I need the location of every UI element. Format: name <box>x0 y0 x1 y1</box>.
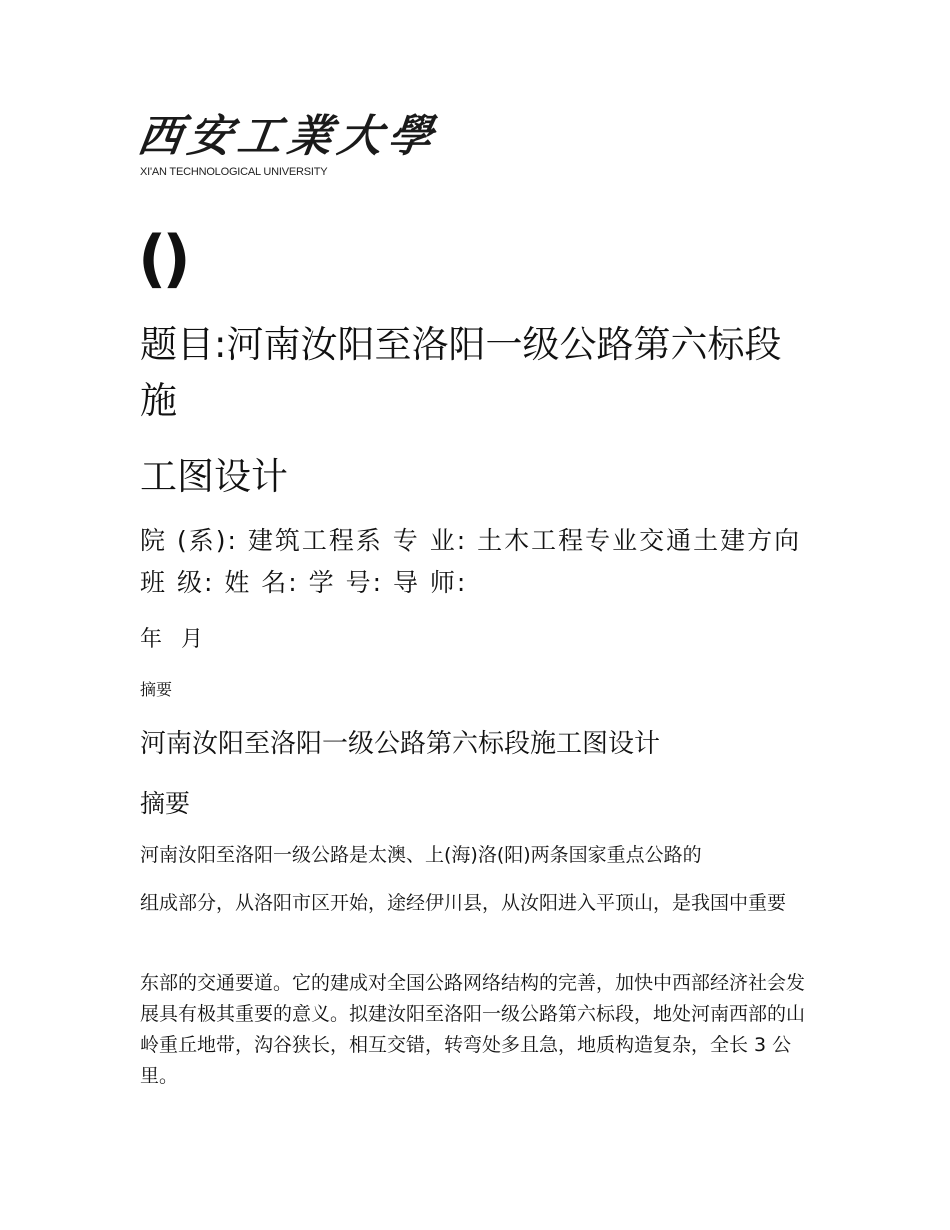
title-line-2: 施 <box>140 379 177 422</box>
abstract-paragraph: 河南汝阳至洛阳一级公路是太澳、上(海)洛(阳)两条国家重点公路的 <box>140 844 702 866</box>
title-line-3: 工图设计 <box>140 455 288 498</box>
blank-parentheses: () <box>138 222 187 295</box>
abstract-paragraph: 东部的交通要道。它的建成对全国公路网络结构的完善，加快中西部经济社会发展具有极其重要的意义。拟建汝阳至洛阳一级公路第六标段，地处河南西部的山岭重丘地带，沟谷狭长，相互交错，转弯处多且急，地质构造复杂，全长 3 公里。 <box>140 972 806 1087</box>
university-logo <box>134 111 442 184</box>
logo-chinese-name: 西安工業大學 <box>134 111 442 162</box>
year-month: 年 月 <box>140 627 209 652</box>
logo-english-name: XI'AN TECHNOLOGICAL UNIVERSITY <box>140 166 328 178</box>
abstract-label-small: 摘要 <box>140 680 173 699</box>
title-line-1: 题目:河南汝阳至洛阳一级公路第六标段 <box>140 323 782 366</box>
abstract-heading: 摘要 <box>140 789 191 818</box>
section-title: 河南汝阳至洛阳一级公路第六标段施工图设计 <box>140 729 661 759</box>
student-info: 院 (系): 建筑工程系 专 业: 土木工程专业交通土建方向 班 级: 姓 名: 学 号: 导 师: <box>140 526 802 597</box>
abstract-paragraph: 组成部分，从洛阳市区开始，途经伊川县，从汝阳进入平顶山，是我国中重要 <box>140 892 787 914</box>
